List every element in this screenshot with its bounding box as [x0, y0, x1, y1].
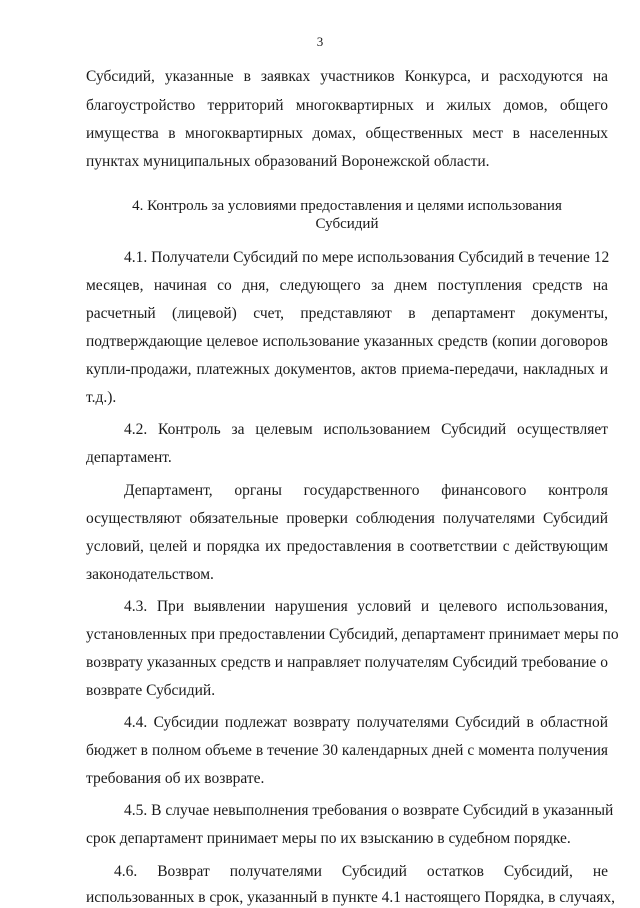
- text-line: 4.4. Субсидии подлежат возврату получателями Субсидий в областной: [124, 714, 608, 731]
- text-line: месяцев, начиная со дня, следующего за днем поступления средств на: [86, 277, 608, 294]
- section-heading: 4. Контроль за условиями предоставления и целями использования: [132, 198, 562, 214]
- text-line: использованных в срок, указанный в пункте 4.1 настоящего Порядка, в случаях,: [86, 889, 616, 906]
- text-line: срок департамент принимает меры по их взысканию в судебном порядке.: [86, 830, 571, 847]
- text-line: купли-продажи, платежных документов, актов приема-передачи, накладных и: [86, 361, 608, 378]
- text-line: осуществляют обязательные проверки соблюдения получателями Субсидий: [86, 510, 608, 527]
- text-line: законодательством.: [86, 566, 214, 583]
- text-line: возврате Субсидий.: [86, 682, 216, 699]
- text-line: имущества в многоквартирных домах, общественных мест в населенных: [86, 125, 608, 142]
- text-line: 4.5. В случае невыполнения требования о возврате Субсидий в указанный: [124, 802, 614, 819]
- text-line: условий, целей и порядка их предоставления в соответствии с действующим: [86, 538, 608, 555]
- text-line: 4.6. Возврат получателями Субсидий остатков Субсидий, не: [114, 863, 608, 880]
- text-line: расчетный (лицевой) счет, представляют в департамент документы,: [86, 305, 608, 322]
- text-line: требования об их возврате.: [86, 770, 265, 787]
- text-line: Субсидий, указанные в заявках участников Конкурса, и расходуются на: [86, 68, 608, 85]
- text-line: 4.3. При выявлении нарушения условий и целевого использования,: [124, 598, 608, 615]
- text-line: возврату указанных средств и направляет получателям Субсидий требование о: [86, 654, 608, 671]
- text-line: бюджет в полном объеме в течение 30 календарных дней с момента получения: [86, 742, 608, 759]
- text-line: подтверждающие целевое использование указанных средств (копии договоров: [86, 333, 608, 350]
- text-line: 4.1. Получатели Субсидий по мере использования Субсидий в течение 12: [124, 249, 610, 266]
- text-line: департамент.: [86, 449, 172, 466]
- text-line: установленных при предоставлении Субсидий, департамент принимает меры по: [86, 626, 619, 643]
- section-heading: Субсидий: [315, 216, 379, 232]
- text-line: благоустройство территорий многоквартирных и жилых домов, общего: [86, 97, 608, 114]
- text-line: т.д.).: [86, 389, 117, 406]
- text-line: 4.2. Контроль за целевым использованием Субсидий осуществляет: [124, 421, 608, 438]
- text-line: Департамент, органы государственного финансового контроля: [124, 482, 608, 499]
- text-line: пунктах муниципальных образований Воронежской области.: [86, 153, 490, 170]
- page-number: 3: [316, 34, 324, 49]
